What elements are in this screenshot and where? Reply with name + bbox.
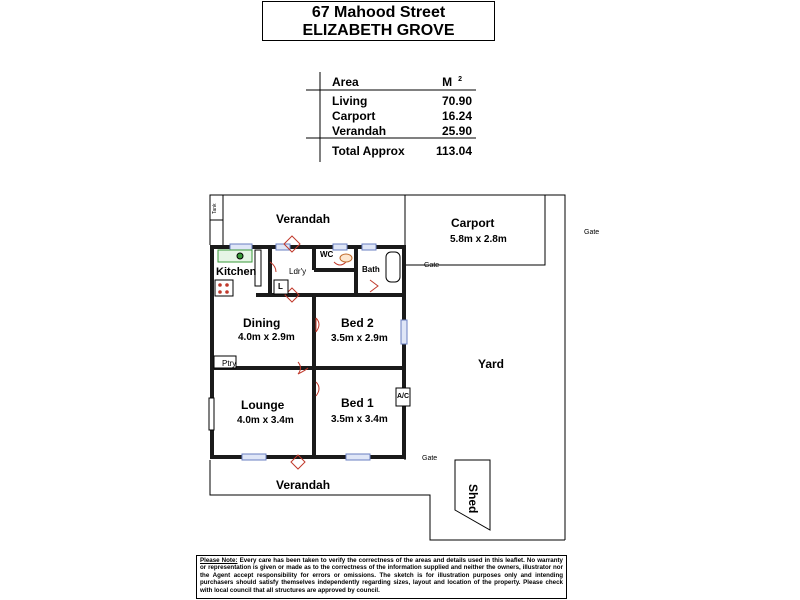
gate-label-carport: Gate (424, 262, 440, 269)
street-address: 67 Mahood Street (311, 4, 446, 21)
note-heading: Please Note: (200, 557, 238, 564)
bed1-label: Bed 1 (341, 396, 374, 410)
linen-label: L (278, 282, 283, 291)
carport-label: Carport (451, 216, 495, 230)
bed2-dimensions: 3.5m x 2.9m (331, 333, 388, 344)
carport-dimensions: 5.8m x 2.8m (450, 234, 507, 245)
area-unit-label: M $^2$ (442, 75, 462, 89)
gate-label-east: Gate (584, 229, 600, 236)
yard-label: Yard (478, 357, 505, 371)
ac-label: A/C (397, 393, 410, 400)
disclaimer-note (196, 555, 567, 599)
lounge-label: Lounge (241, 398, 285, 412)
verandah-top-label: Verandah (276, 212, 331, 226)
dining-dimensions: 4.0m x 2.9m (238, 332, 295, 343)
area-row-carport: Carport 16.24 (332, 109, 472, 123)
bath-label: Bath (362, 265, 380, 274)
shed-label: Shed (466, 484, 480, 514)
gate-label-south: Gate (422, 455, 438, 462)
wc-label: WC (320, 250, 334, 259)
dining-label: Dining (243, 316, 281, 330)
lounge-dimensions: 4.0m x 3.4m (237, 415, 294, 426)
area-col-label: Area (332, 75, 359, 89)
bed2-label: Bed 2 (341, 316, 374, 330)
bed1-dimensions: 3.5m x 3.4m (331, 414, 388, 425)
tank-label: Tank (212, 203, 218, 214)
verandah-bottom-label: Verandah (276, 478, 331, 492)
suburb-name: ELIZABETH GROVE (302, 22, 455, 39)
area-row-total: Total Approx 113.04 (332, 144, 472, 158)
area-row-living: Living 70.90 (332, 94, 472, 108)
kitchen-label: Kitchen (216, 266, 257, 278)
area-row-verandah: Verandah 25.90 (332, 124, 472, 138)
note-text: Every care has been taken to verify the correctness of the areas and details used in this leaflet. No warranty or representation is given or made as to the correctness of the information supplied and neither the owners, illustrator nor the Agent accept responsibility for errors or omissions. The sketch is for illustration purposes only and intending purchasers should satisfy themselves independently regarding sizes, layout and location of the property. Please check with local council that all structures are approved by council. (200, 557, 564, 594)
laundry-label: Ldr'y (289, 267, 307, 276)
pantry-label: Ptry (222, 359, 237, 368)
